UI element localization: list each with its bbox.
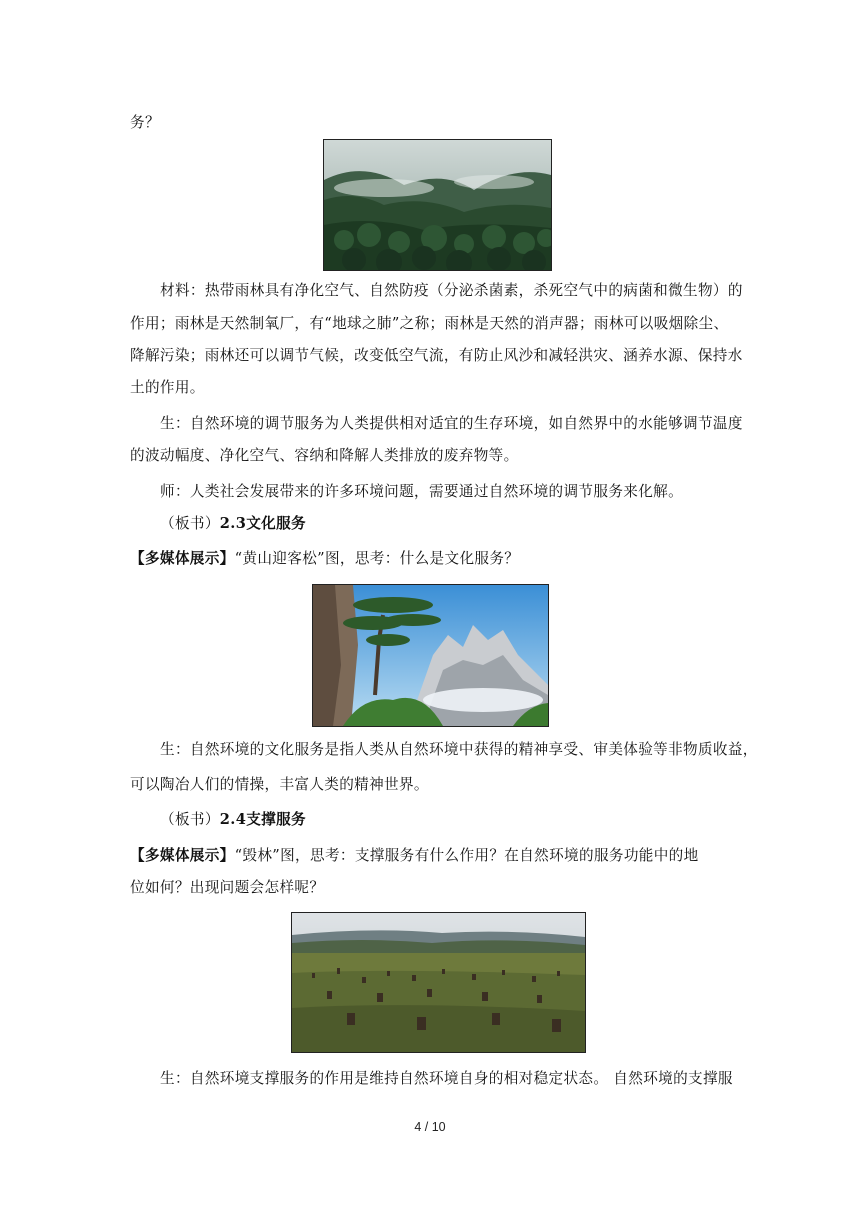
- section-heading-support: 2.4支撑服务: [219, 811, 306, 828]
- multimedia-text: “毁林”图，思考：支撑服务有什么作用？在自然环境的服务功能中的地: [234, 847, 699, 864]
- student-answer-1-line-2: 的波动幅度、净化空气、容纳和降解人类排放的废弃物等。: [130, 447, 519, 464]
- multimedia-prompt-1: [130, 549, 519, 569]
- multimedia-prompt-2-line-1: [130, 846, 699, 866]
- material-line-2: 作用；雨林是天然制氧厂，有“地球之肺”之称；雨林是天然的消声器；雨林可以吸烟除尘、: [130, 315, 729, 332]
- page-number: 4 / 10: [414, 1120, 446, 1134]
- multimedia-tag: 【多媒体展示】: [130, 847, 235, 864]
- student-answer-3-line-1: 生：自然环境支撑服务的作用是维持自然环境自身的相对稳定状态。 自然环境的支撑服: [160, 1070, 733, 1087]
- material-line-1: 材料：热带雨林具有净化空气、自然防疫（分泌杀菌素，杀死空气中的病菌和微生物）的: [160, 282, 743, 299]
- multimedia-tag: 【多媒体展示】: [130, 550, 235, 567]
- material-line-3: 降解污染；雨林还可以调节气候，改变低空气流，有防止风沙和减轻洪灾、涵养水源、保持水: [130, 347, 743, 364]
- section-heading-cultural: 2.3文化服务: [219, 515, 306, 532]
- board-note-2-4: [160, 810, 306, 830]
- teacher-line: 师：人类社会发展带来的许多环境问题，需要通过自然环境的调节服务来化解。: [160, 483, 684, 500]
- material-line-4: 土的作用。: [130, 379, 205, 396]
- deforestation-image: [291, 912, 586, 1053]
- multimedia-prompt-2-line-2: 位如何？出现问题会怎样呢？: [130, 879, 325, 896]
- student-answer-2-line-2: 可以陶冶人们的情操，丰富人类的精神世界。: [130, 776, 429, 793]
- board-note-prefix: （板书）: [160, 515, 220, 532]
- line-continuation: 务？: [130, 114, 160, 131]
- student-answer-2-line-1: 生：自然环境的文化服务是指人类从自然环境中获得的精神享受、审美体验等非物质收益，: [160, 741, 758, 758]
- board-note-prefix: （板书）: [160, 811, 220, 828]
- student-answer-1-line-1: 生：自然环境的调节服务为人类提供相对适宜的生存环境，如自然界中的水能够调节温度: [160, 415, 743, 432]
- huangshan-pine-image: [312, 584, 549, 727]
- rainforest-illustration: [324, 140, 551, 270]
- huangshan-pine-illustration: [313, 585, 548, 726]
- deforestation-illustration: [292, 913, 585, 1052]
- rainforest-image: [323, 139, 552, 271]
- board-note-2-3: [160, 514, 306, 534]
- multimedia-text: “黄山迎客松”图，思考：什么是文化服务？: [234, 550, 520, 567]
